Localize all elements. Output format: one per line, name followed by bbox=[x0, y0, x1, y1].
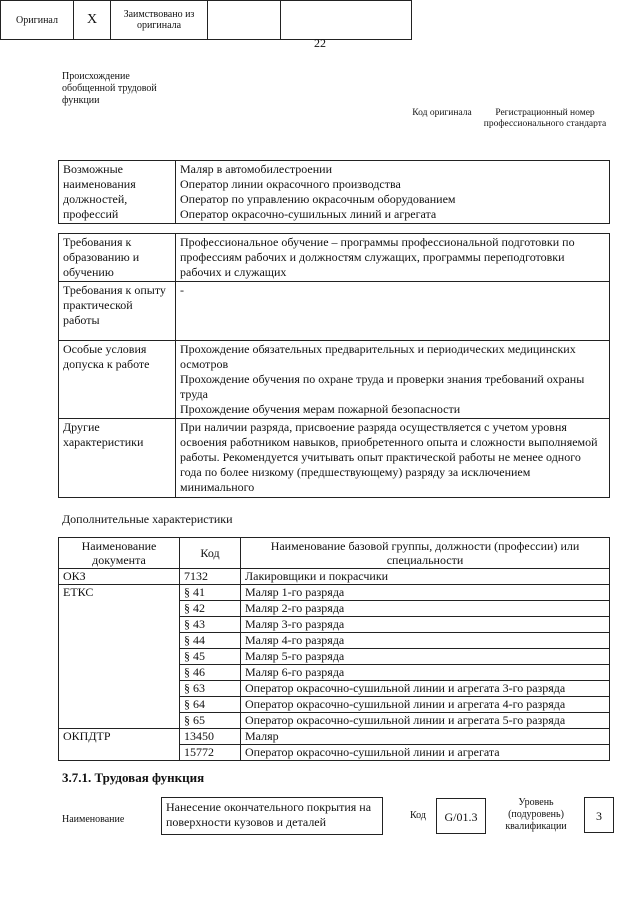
req-value: - bbox=[176, 282, 610, 341]
code-cell: 13450 bbox=[180, 729, 241, 745]
professions-label: Возможные наименования должностей, профессий bbox=[59, 161, 176, 224]
req-value: Профессиональное обучение – программы профессиональной подготовки по профессиям рабочих и должностям служащих, программы переподготовки рабочих и служащих bbox=[176, 234, 610, 282]
doc-cell: ОКПДТР bbox=[59, 729, 180, 761]
professions-list bbox=[176, 161, 610, 224]
profession-item: Оператор линии окрасочного производства bbox=[180, 177, 401, 191]
name-cell: Маляр 5-го разряда bbox=[241, 649, 610, 665]
name-cell: Маляр 2-го разряда bbox=[241, 601, 610, 617]
name-cell: Маляр 6-го разряда bbox=[241, 665, 610, 681]
code-cell: § 43 bbox=[180, 617, 241, 633]
professions-table bbox=[58, 160, 610, 224]
doc-cell: ЕТКС bbox=[59, 585, 180, 729]
req-label: Другие характеристики bbox=[59, 419, 176, 498]
code-cell: § 45 bbox=[180, 649, 241, 665]
section-title: 3.7.1. Трудовая функция bbox=[62, 770, 205, 785]
function-level: 3 bbox=[584, 797, 614, 833]
code-cell: § 46 bbox=[180, 665, 241, 681]
page-number: 22 bbox=[314, 36, 326, 50]
req-label: Особые условия допуска к работе bbox=[59, 341, 176, 419]
code-original-label: Код оригинала bbox=[412, 108, 472, 118]
req-label: Требования к опыту практической работы bbox=[59, 282, 176, 341]
function-code-label: Код bbox=[410, 810, 426, 821]
req-line: Прохождение обязательных предварительных и периодических медицинских осмотров bbox=[180, 342, 576, 371]
header-name: Наименование базовой группы, должности (профессии) или специальности bbox=[241, 538, 610, 569]
function-name-label: Наименование bbox=[62, 814, 125, 825]
code-cell: § 41 bbox=[180, 585, 241, 601]
name-cell: Оператор окрасочно-сушильной линии и агрегата 3-го разряда bbox=[241, 681, 610, 697]
header-doc: Наименование документа bbox=[59, 538, 180, 569]
additional-table bbox=[58, 537, 610, 761]
code-original-cell bbox=[208, 1, 281, 40]
name-cell: Лакировщики и покрасчики bbox=[241, 569, 610, 585]
profession-item: Маляр в автомобилестроении bbox=[180, 162, 333, 176]
function-code: G/01.3 bbox=[436, 798, 486, 834]
header-code: Код bbox=[180, 538, 241, 569]
req-line: Прохождение обучения по охране труда и проверки знания требований охраны труда bbox=[180, 372, 585, 401]
function-name: Нанесение окончательного покрытия на поверхности кузовов и деталей bbox=[161, 797, 383, 835]
profession-item: Оператор по управлению окрасочным оборудованием bbox=[180, 192, 456, 206]
reg-number-cell bbox=[281, 1, 412, 40]
code-cell: 15772 bbox=[180, 745, 241, 761]
code-cell: § 63 bbox=[180, 681, 241, 697]
code-cell: 7132 bbox=[180, 569, 241, 585]
code-cell: § 64 bbox=[180, 697, 241, 713]
name-cell: Маляр 3-го разряда bbox=[241, 617, 610, 633]
code-cell: § 44 bbox=[180, 633, 241, 649]
req-line: Прохождение обучения мерам пожарной безопасности bbox=[180, 402, 461, 416]
name-cell: Маляр bbox=[241, 729, 610, 745]
original-mark: X bbox=[74, 1, 111, 40]
origin-table bbox=[0, 0, 412, 40]
name-cell: Оператор окрасочно-сушильной линии и агрегата 5-го разряда bbox=[241, 713, 610, 729]
origin-label: Происхождение обобщенной трудовой функции bbox=[62, 71, 157, 106]
req-value bbox=[176, 341, 610, 419]
table-row bbox=[59, 729, 610, 745]
code-cell: § 65 bbox=[180, 713, 241, 729]
name-cell: Маляр 1-го разряда bbox=[241, 585, 610, 601]
name-cell: Оператор окрасочно-сушильной линии и агрегата 4-го разряда bbox=[241, 697, 610, 713]
name-cell: Оператор окрасочно-сушильной линии и агрегата bbox=[241, 745, 610, 761]
borrowed-label: Заимствовано из оригинала bbox=[111, 1, 208, 40]
reg-number-label: Регистрационный номер профессионального стандарта bbox=[483, 108, 607, 129]
code-cell: § 42 bbox=[180, 601, 241, 617]
requirements-table bbox=[58, 233, 610, 498]
req-label: Требования к образованию и обучению bbox=[59, 234, 176, 282]
table-row bbox=[59, 569, 610, 585]
original-label: Оригинал bbox=[1, 1, 74, 40]
profession-item: Оператор окрасочно-сушильных линий и агрегата bbox=[180, 207, 437, 221]
req-value: При наличии разряда, присвоение разряда осуществляется с учетом уровня освоения работником навыков, приобретенного опыта и сложности выполняемой работы. Рекомендуется учитывать опыт практической работы не менее одного года по более низкому (предшествующему) разряду за исключением минимального bbox=[176, 419, 610, 498]
name-cell: Маляр 4-го разряда bbox=[241, 633, 610, 649]
additional-title: Дополнительные характеристики bbox=[62, 512, 233, 526]
function-level-label: Уровень (подуровень) квалификации bbox=[505, 797, 567, 832]
table-row bbox=[59, 585, 610, 601]
doc-cell: ОКЗ bbox=[59, 569, 180, 585]
